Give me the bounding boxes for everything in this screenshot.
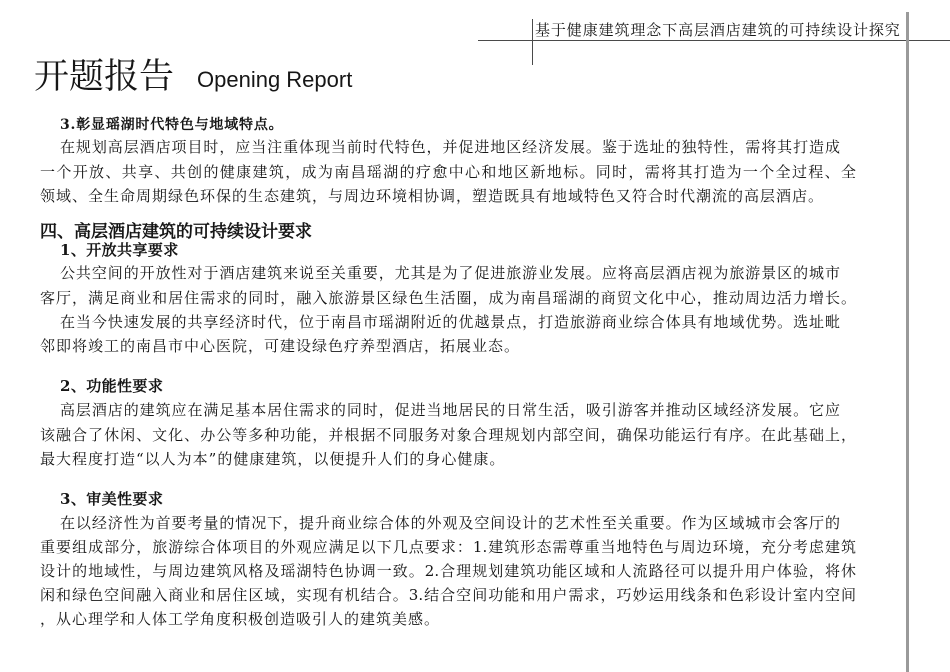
body-text-line: 在规划高层酒店项目时，应当注重体现当前时代特色，并促进地区经济发展。鉴于选址的独特性，需将其打造成 <box>60 138 840 156</box>
page-edge-rule <box>906 12 909 672</box>
subsection-heading: 2、功能性要求 <box>60 377 164 395</box>
body-text-line: ，从心理学和人体工学角度积极创造吸引人的建筑美感。 <box>40 610 441 628</box>
body-text-line: 邻即将竣工的南昌市中心医院，可建设绿色疗养型酒店，拓展业态。 <box>40 337 521 355</box>
body-text-line: 领域、全生命周期绿色环保的生态建筑，与周边环境相协调，塑造既具有地域特色又符合时代潮流的高层酒店。 <box>40 187 825 205</box>
body-text-line: 该融合了休闲、文化、办公等多种功能，并根据不同服务对象合理规划内部空间，确保功能运行有序。在此基础上， <box>40 426 856 444</box>
body-text-line: 客厅，满足商业和居住需求的同时，融入旅游景区绿色生活圈，成为南昌瑶湖的商贸文化中心，推动周边活力增长。 <box>40 289 856 307</box>
body-text-line: 在当今快速发展的共享经济时代，位于南昌市瑶湖附近的优越景点，打造旅游商业综合体具有地域优势。选址毗 <box>60 313 840 331</box>
page-subtitle-english: Opening Report <box>197 67 353 92</box>
subsection-heading: 3、审美性要求 <box>60 490 164 508</box>
subsection-heading: 1、开放共享要求 <box>60 241 179 259</box>
running-header-title: 基于健康建筑理念下高层酒店建筑的可持续设计探究 <box>535 21 901 39</box>
body-text-line: 设计的地域性，与周边建筑风格及瑶湖特色协调一致。2.合理规划建筑功能区域和人流路径可以提升用户体验，将休 <box>40 562 856 580</box>
body-text-line: 公共空间的开放性对于酒店建筑来说至关重要，尤其是为了促进旅游业发展。应将高层酒店视为旅游景区的城市 <box>60 264 840 282</box>
body-text-line: 最大程度打造“以人为本”的健康建筑，以便提升人们的身心健康。 <box>40 450 506 468</box>
point-heading: 3.彰显瑶湖时代特色与地域特点。 <box>60 117 284 133</box>
header-divider-rule <box>532 19 533 65</box>
body-text-line: 高层酒店的建筑应在满足基本居住需求的同时，促进当地居民的日常生活，吸引游客并推动区域经济发展。它应 <box>60 401 840 419</box>
page-title: 开题报告 <box>34 57 175 97</box>
section-heading: 四、高层酒店建筑的可持续设计要求 <box>40 222 312 242</box>
body-text-line: 在以经济性为首要考量的情况下，提升商业综合体的外观及空间设计的艺术性至关重要。作为区域城市会客厅的 <box>60 514 840 532</box>
body-text-line: 闲和绿色空间融入商业和居住区域，实现有机结合。3.结合空间功能和用户需求，巧妙运用线条和色彩设计室内空间 <box>40 586 856 604</box>
body-text-line: 一个开放、共享、共创的健康建筑，成为南昌瑶湖的疗愈中心和地区新地标。同时，需将其打造为一个全过程、全 <box>40 163 856 181</box>
header-underline-rule <box>478 40 950 41</box>
body-text-line: 重要组成部分，旅游综合体项目的外观应满足以下几点要求：1.建筑形态需尊重当地特色与周边环境，充分考虑建筑 <box>40 538 856 556</box>
